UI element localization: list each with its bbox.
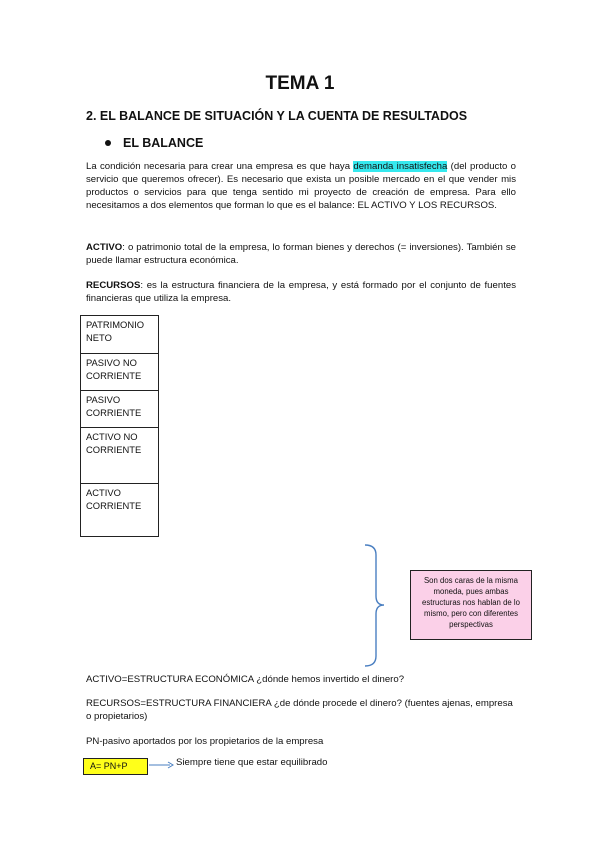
balance-cell-patrimonio-neto: PATRIMONIO NETO (81, 316, 158, 354)
equation-note: Siempre tiene que estar equilibrado (176, 757, 328, 768)
arrow-right-icon (149, 760, 175, 770)
intro-text-start: La condición necesaria para crear una empresa es que haya (86, 161, 354, 172)
intro-paragraph (86, 160, 516, 212)
activo-line: ACTIVO=ESTRUCTURA ECONÓMICA ¿dónde hemos invertido el dinero? (86, 674, 405, 685)
right-brace-icon (362, 543, 386, 669)
recursos-text: : es la estructura financiera de la empresa, y está formado por el conjunto de fuentes financieras que utiliza la empresa. (86, 280, 516, 304)
pn-line: PN-pasivo aportados por los propietarios de la empresa (86, 736, 324, 747)
balance-cell-pasivo-no-corriente: PASIVO NO CORRIENTE (81, 354, 158, 391)
equation-box: A= PN+P (83, 758, 148, 775)
highlighted-phrase: demanda insatisfecha (353, 161, 448, 172)
bullet-icon (105, 140, 111, 146)
activo-definition (86, 241, 516, 267)
recursos-term: RECURSOS (86, 280, 141, 291)
balance-table (80, 315, 159, 537)
activo-text: : o patrimonio total de la empresa, lo forman bienes y derechos (= inversiones). También se puede llamar estructura económica. (86, 242, 516, 266)
page-title: TEMA 1 (265, 73, 335, 94)
recursos-definition (86, 279, 516, 305)
note-box: Son dos caras de la misma moneda, pues ambas estructuras nos hablan de lo mismo, pero con diferentes perspectivas (410, 570, 532, 640)
balance-cell-activo-no-corriente: ACTIVO NO CORRIENTE (81, 428, 158, 484)
section-heading: 2. EL BALANCE DE SITUACIÓN Y LA CUENTA DE RESULTADOS (86, 109, 468, 123)
subsection-heading-text: EL BALANCE (123, 136, 204, 150)
balance-cell-pasivo-corriente: PASIVO CORRIENTE (81, 391, 158, 428)
recursos-line: RECURSOS=ESTRUCTURA FINANCIERA ¿de dónde procede el dinero? (fuentes ajenas, empresa o propietarios) (86, 698, 513, 722)
balance-cell-activo-corriente: ACTIVO CORRIENTE (86, 487, 142, 511)
activo-term: ACTIVO (86, 242, 123, 253)
subsection-heading (105, 136, 203, 150)
intro-text-end: (del producto o servicio que queremos ofrecer). Es necesario que exista un posible mercado en el que vender mis productos o servicios para que tenga sentido mi proyecto de creación de empresa. Para ello necesitamos a dos elementos que forman lo que es el balance: EL ACTIVO Y LOS RECURSOS. (86, 161, 516, 211)
